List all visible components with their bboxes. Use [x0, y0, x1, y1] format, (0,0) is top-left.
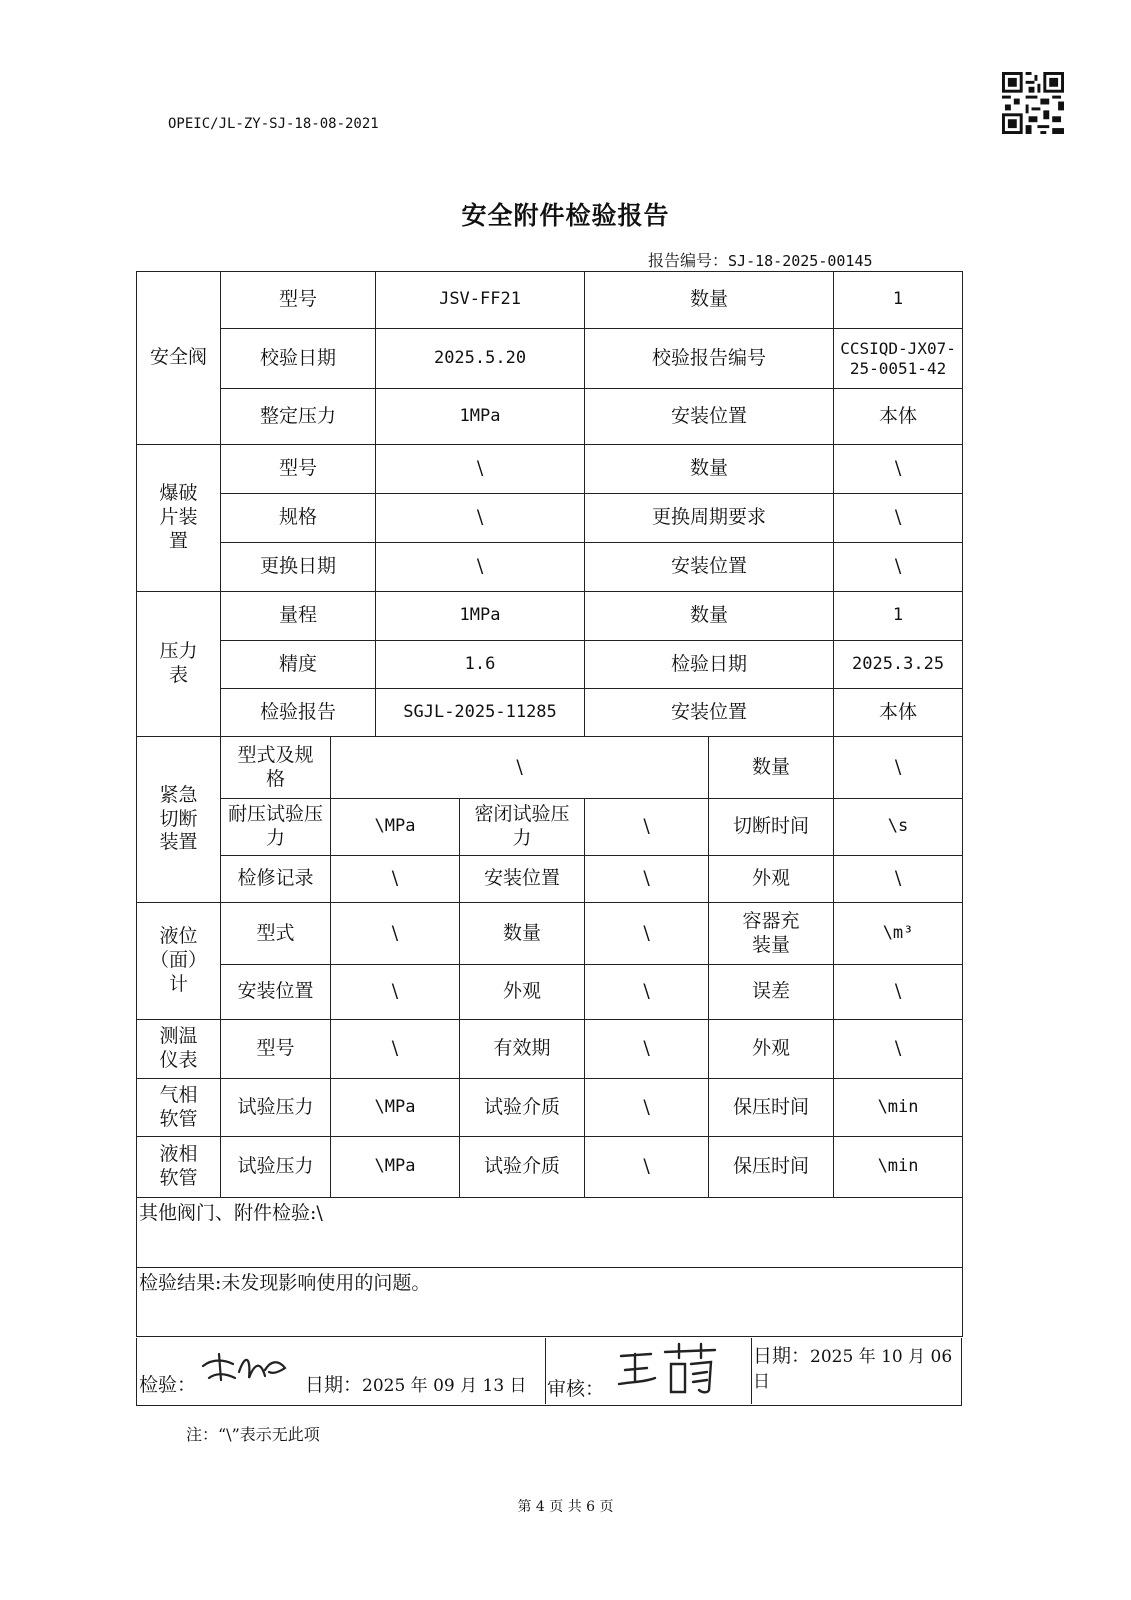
- ec-qty: \: [834, 737, 963, 799]
- ec-appearance-label: 外观: [709, 856, 834, 903]
- inspection-table: [136, 271, 963, 1337]
- ec-seal-test-label: 密闭试验压力: [460, 799, 585, 856]
- lg-type-label: 型式: [221, 903, 331, 965]
- sv-report-label: 校验报告编号: [585, 329, 834, 389]
- thermometer-section: 测温仪表: [137, 1020, 221, 1079]
- lg-error: \: [834, 965, 963, 1020]
- lh-hold-label: 保压时间: [709, 1137, 834, 1198]
- reviewer-label: 审核：: [547, 1378, 605, 1400]
- gh-hold-label: 保压时间: [709, 1079, 834, 1137]
- ec-repair: \: [331, 856, 460, 903]
- gh-hold: \min: [834, 1079, 963, 1137]
- pg-check-date: 2025.3.25: [834, 641, 963, 689]
- ec-seal-test: \: [585, 799, 709, 856]
- lg-qty-label: 数量: [460, 903, 585, 965]
- pressure-gauge-section: 压力表: [137, 592, 221, 737]
- gh-pressure-label: 试验压力: [221, 1079, 331, 1137]
- pg-position: 本体: [834, 689, 963, 737]
- sv-qty-label: 数量: [585, 272, 834, 329]
- pg-range-label: 量程: [221, 592, 376, 641]
- report-number-label: 报告编号：: [648, 251, 729, 270]
- pg-accuracy: 1.6: [376, 641, 585, 689]
- ec-cut-time-label: 切断时间: [709, 799, 834, 856]
- pg-position-label: 安装位置: [585, 689, 834, 737]
- review-date-label: 日期：: [753, 1345, 811, 1367]
- bd-position-label: 安装位置: [585, 543, 834, 592]
- bd-replace-date: \: [376, 543, 585, 592]
- gas-hose-section: 气相软管: [137, 1079, 221, 1137]
- pg-check-date-label: 检验日期: [585, 641, 834, 689]
- ec-position: \: [585, 856, 709, 903]
- burst-disc-section: 爆破片装置: [137, 445, 221, 592]
- pg-report-label: 检验报告: [221, 689, 376, 737]
- sv-set-pressure: 1MPa: [376, 389, 585, 445]
- ec-type: \: [331, 737, 709, 799]
- document-code: OPEIC/JL-ZY-SJ-18-08-2021: [168, 116, 379, 132]
- level-gauge-section: 液位（面）计: [137, 903, 221, 1020]
- sv-report: CCSIQD-JX07-25-0051-42: [834, 329, 963, 389]
- bd-replace-date-label: 更换日期: [221, 543, 376, 592]
- lh-pressure-label: 试验压力: [221, 1137, 331, 1198]
- pg-qty: 1: [834, 592, 963, 641]
- sv-position: 本体: [834, 389, 963, 445]
- emergency-cutoff-section: 紧急切断装置: [137, 737, 221, 903]
- lg-position: \: [331, 965, 460, 1020]
- sv-model-label: 型号: [221, 272, 376, 329]
- qr-code-icon: [1002, 72, 1064, 134]
- other-valves-note: 其他阀门、附件检验:\: [137, 1198, 963, 1268]
- ec-cut-time: \s: [834, 799, 963, 856]
- safety-valve-section: 安全阀: [137, 272, 221, 445]
- lg-position-label: 安装位置: [221, 965, 331, 1020]
- footnote: 注：“\”表示无此项: [186, 1425, 320, 1444]
- ec-press-test-label: 耐压试验压力: [221, 799, 331, 856]
- page-number: 第 4 页 共 6 页: [517, 1499, 614, 1515]
- th-valid: \: [585, 1020, 709, 1079]
- bd-spec: \: [376, 494, 585, 543]
- gh-medium-label: 试验介质: [460, 1079, 585, 1137]
- report-title: 安全附件检验报告: [461, 201, 670, 230]
- inspector-label: 检验：: [139, 1374, 197, 1396]
- lg-fill: \m³: [834, 903, 963, 965]
- lg-appearance: \: [585, 965, 709, 1020]
- ec-repair-label: 检修记录: [221, 856, 331, 903]
- pg-accuracy-label: 精度: [221, 641, 376, 689]
- bd-cycle: \: [834, 494, 963, 543]
- th-model: \: [331, 1020, 460, 1079]
- ec-qty-label: 数量: [709, 737, 834, 799]
- review-date-value: 2025 年 10 月 06 日: [753, 1347, 953, 1392]
- lg-type: \: [331, 903, 460, 965]
- sv-check-date: 2025.5.20: [376, 329, 585, 389]
- lg-error-label: 误差: [709, 965, 834, 1020]
- bd-qty: \: [834, 445, 963, 494]
- report-number: [648, 248, 873, 271]
- sv-qty: 1: [834, 272, 963, 329]
- lh-medium-label: 试验介质: [460, 1137, 585, 1198]
- gh-pressure: \MPa: [331, 1079, 460, 1137]
- sv-position-label: 安装位置: [585, 389, 834, 445]
- gh-medium: \: [585, 1079, 709, 1137]
- inspection-date-value: 2025 年 09 月 13 日: [362, 1376, 527, 1396]
- inspection-result: 检验结果:未发现影响使用的问题。: [137, 1268, 963, 1337]
- bd-position: \: [834, 543, 963, 592]
- review-date: [753, 1344, 959, 1393]
- inspection-date: [305, 1370, 527, 1397]
- bd-model-label: 型号: [221, 445, 376, 494]
- lg-qty: \: [585, 903, 709, 965]
- liquid-hose-section: 液相软管: [137, 1137, 221, 1198]
- inspection-date-label: 日期：: [305, 1374, 363, 1396]
- th-appearance-label: 外观: [709, 1020, 834, 1079]
- ec-type-label: 型式及规格: [221, 737, 331, 799]
- th-valid-label: 有效期: [460, 1020, 585, 1079]
- lh-medium: \: [585, 1137, 709, 1198]
- sv-model: JSV-FF21: [376, 272, 585, 329]
- sv-set-pressure-label: 整定压力: [221, 389, 376, 445]
- lh-pressure: \MPa: [331, 1137, 460, 1198]
- report-number-value: SJ-18-2025-00145: [728, 252, 873, 270]
- lg-appearance-label: 外观: [460, 965, 585, 1020]
- reviewer-signature: [615, 1342, 725, 1398]
- sv-check-date-label: 校验日期: [221, 329, 376, 389]
- pg-qty-label: 数量: [585, 592, 834, 641]
- th-appearance: \: [834, 1020, 963, 1079]
- lg-fill-label: 容器充装量: [709, 903, 834, 965]
- inspector-signature: [199, 1348, 291, 1388]
- bd-model: \: [376, 445, 585, 494]
- lh-hold: \min: [834, 1137, 963, 1198]
- ec-appearance: \: [834, 856, 963, 903]
- bd-qty-label: 数量: [585, 445, 834, 494]
- ec-press-test: \MPa: [331, 799, 460, 856]
- bd-cycle-label: 更换周期要求: [585, 494, 834, 543]
- bd-spec-label: 规格: [221, 494, 376, 543]
- th-model-label: 型号: [221, 1020, 331, 1079]
- signoff-row: [136, 1338, 962, 1406]
- ec-position-label: 安装位置: [460, 856, 585, 903]
- pg-report: SGJL-2025-11285: [376, 689, 585, 737]
- pg-range: 1MPa: [376, 592, 585, 641]
